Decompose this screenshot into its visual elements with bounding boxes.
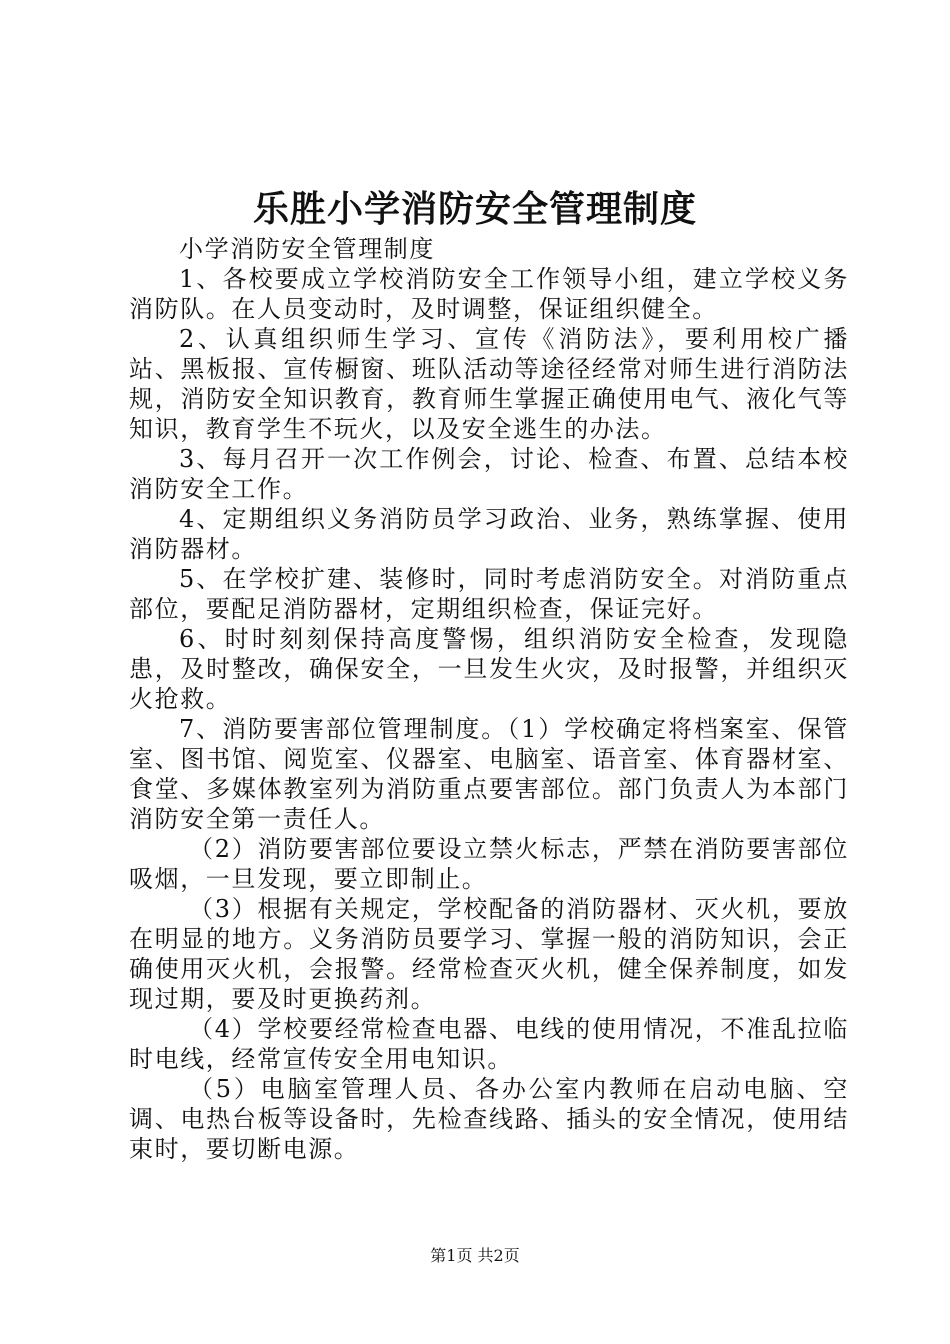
- paragraph-item-1: 1、各校要成立学校消防安全工作领导小组，建立学校义务消防队。在人员变动时，及时调整，保证组织健全。: [129, 265, 849, 323]
- paragraph-subitem-5: （5）电脑室管理人员、各办公室内教师在启动电脑、空调、电热台板等设备时，先检查线路、插头的安全情况，使用结束时，要切断电源。: [129, 1075, 849, 1163]
- paragraph-subitem-4: （4）学校要经常检查电器、电线的使用情况，不准乱拉临时电线，经常宣传安全用电知识。: [129, 1015, 849, 1073]
- paragraph-item-6: 6、时时刻刻保持高度警惕，组织消防安全检查，发现隐患，及时整改，确保安全，一旦发生火灾，及时报警，并组织灭火抢救。: [129, 625, 849, 713]
- paragraph-item-2: 2、认真组织师生学习、宣传《消防法》，要利用校广播站、黑板报、宣传橱窗、班队活动等途径经常对师生进行消防法规，消防安全知识教育，教育师生掌握正确使用电气、液化气等知识，教育学生不玩火，以及安全逃生的办法。: [129, 325, 849, 443]
- document-body: [129, 234, 849, 1164]
- document-title: 乐胜小学消防安全管理制度: [252, 188, 697, 230]
- paragraph-subitem-3: （3）根据有关规定，学校配备的消防器材、灭火机，要放在明显的地方。义务消防员要学习、掌握一般的消防知识，会正确使用灭火机，会报警。经常检查灭火机，健全保养制度，如发现过期，要及时更换药剂。: [129, 895, 849, 1013]
- paragraph-item-7: 7、消防要害部位管理制度。（1）学校确定将档案室、保管室、图书馆、阅览室、仪器室、电脑室、语音室、体育器材室、食堂、多媒体教室列为消防重点要害部位。部门负责人为本部门消防安全第一责任人。: [129, 715, 849, 833]
- paragraph-item-5: 5、在学校扩建、装修时，同时考虑消防安全。对消防重点部位，要配足消防器材，定期组织检查，保证完好。: [129, 565, 849, 623]
- paragraph-item-4: 4、定期组织义务消防员学习政治、业务，熟练掌握、使用消防器材。: [129, 505, 849, 563]
- paragraph-subtitle: 小学消防安全管理制度: [179, 235, 435, 263]
- paragraph-subitem-2: （2）消防要害部位要设立禁火标志，严禁在消防要害部位吸烟，一旦发现，要立即制止。: [129, 835, 849, 893]
- paragraph-item-3: 3、每月召开一次工作例会，讨论、检查、布置、总结本校消防安全工作。: [129, 445, 849, 503]
- page-indicator: 第1页 共2页: [430, 1246, 520, 1265]
